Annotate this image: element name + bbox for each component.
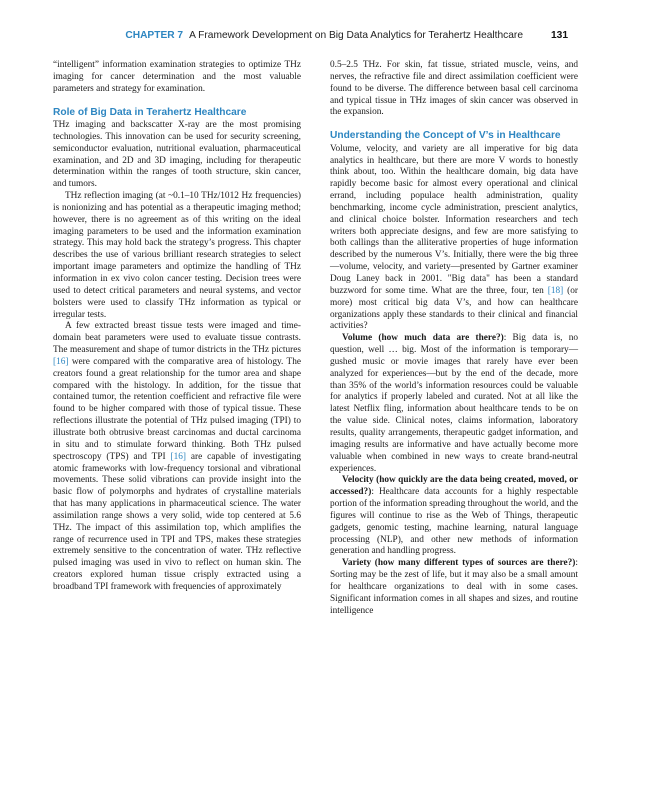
continued-paragraph: 0.5–2.5 THz. For skin, fat tissue, striated muscle, veins, and nerves, the refractive file and direct assimilation coefficient were found to be diverse. The difference between basal cell carcinoma and typical tissue in THz images of skin cancer was observed in the expansion.: [330, 60, 578, 118]
intro-paragraph: “intelligent” information examination strategies to optimize THz imaging for cancer determination and the most valuable parameters and strategy for examination.: [53, 60, 301, 94]
term-volume: Volume (how much data are there?): [342, 333, 504, 344]
paragraph-thz-reflection: THz reflection imaging (at ~0.1–10 THz/1012 Hz frequencies) is nonionizing and has potential as a therapeutic imaging method; however, there is no agreement as of this writing on the ideal imaging parameters to be used and the information examination strategy. This may hold back the strategy’s progress. This chapter describes the use of various brilliant research strategies to select important image parameters and optimize the handling of THz information in ex vivo colon cancer testing. Decision trees were used to detect critical parameters and neural systems, and vector bolsters were used to classify THz information as typical or irregular tests.: [53, 191, 301, 320]
term-velocity: Velocity (how quickly are the data being created, moved, or accessed?): [330, 475, 578, 498]
text-run: (or more) most critical big data V’s, and how can healthcare organizations apply these standards to their clinical and financial activities?: [330, 285, 578, 332]
chapter-title: A Framework Development on Big Data Analytics for Terahertz Healthcare: [189, 30, 523, 41]
paragraph-breast-tissue: [53, 321, 301, 593]
text-run: : Healthcare data accounts for a highly respectable portion of the information spreading throughout the world, and the figures will continue to rise as the Web of Things, therapeutic gadgets, genomic testing, machine learning, natural language processing (NLP), and other new methods of information generation and handling progress.: [330, 487, 578, 557]
paragraph-variety: [330, 558, 578, 617]
section-heading-big-data: Role of Big Data in Terahertz Healthcare: [53, 106, 247, 118]
section-heading-vs: Understanding the Concept of V’s in Healthcare: [330, 130, 561, 142]
right-column: [330, 60, 578, 617]
text-run: : Big data is, no question, well … big. Most of the information is temporary—gushed music or movie images that rarely have ever been analyzed for experiences—but by the end of the decade, more than 35% of the world’s information resources could be valuable for analytics if properly labeled and curated. Not at all like the latest Netflix fling, information about healthcare tends to be on the value side. Clinical notes, claims information, laboratory results, quality arrangements, therapeutic gadget information, and imaging results are informative and have actually become more valuable when combined in new ways to create brand-neutral experiences.: [330, 333, 578, 474]
citation-link[interactable]: [18]: [547, 285, 564, 296]
text-run: Volume, velocity, and variety are all imperative for big data analytics in healthcare, but there are more V words to honestly think about, too. Within the healthcare domain, big data have rapidly become basic for almost every operational and clinical errand, including populace health administration, quality benchmarking, income cycle administration, prescient analytics, and clinical choice bolster. Information researchers and tech writers both appreciate designs, and few are more satisfying to both callings than the alliterative properties of huge information described by the numerous V’s. Initially, there were the big three—volume, velocity, and variety—presented by Gartner examiner Doug Laney back in 2001. "Big data" has been a standard buzzword for some time. What are the three, four, ten: [330, 143, 578, 296]
citation-link[interactable]: [16]: [170, 451, 186, 462]
citation-link[interactable]: [16]: [53, 356, 69, 367]
left-column: [53, 60, 301, 594]
text-run: are capable of investigating atomic frameworks with low-frequency torsional and vibrational movements. These solid vibrations can provide insight into the basic flow of polymorphs and hydrates of crystalline materials that has many applications in pharmaceutical science. The water assimilation range shows a very solid, wide top centered at 5.6 THz. The impact of this assimilation top, which amplifies the range of recurrence used in TPI and TPS, makes these strategies extremely sensitive to the concentration of water. THz reflective pulsed imaging was used in vivo to reflect on human skin. The creators explored human tissue crisply extracted using a broadband TPI framework with frequencies of approximately: [53, 451, 301, 592]
chapter-label: CHAPTER 7: [125, 30, 184, 41]
paragraph-velocity: [330, 475, 578, 558]
running-header: [0, 30, 568, 41]
paragraph-thz-imaging: THz imaging and backscatter X-ray are the most promising technologies. This innovation can be used for security screening, semiconductor evaluation, nutritional evaluation, pharmaceutical examination, and 2D and 3D imaging, including for therapeutic determination within the ranges of tooth structure, skin cancer, and tumors.: [53, 120, 301, 190]
text-run: were compared with the comparative area of histology. The creators found a great relationship for the tumor area and shape compared with the histology. In addition, for the tissue that contained tumor, the retention coefficient and refractive file were found to be higher compared with those of typical tissue. These reflections illustrate the potential of THz pulsed imaging (TPI) to illustrate both obtrusive breast carcinomas and ductal carcinoma in situ and to stimulate forward thinking. Both THz pulsed spectroscopy (TPS) and TPI: [53, 356, 301, 462]
page-number: 131: [551, 30, 568, 41]
paragraph-volume-velocity-variety: [330, 144, 578, 334]
text-run: A few extracted breast tissue tests were imaged and time-domain beat parameters were used to evaluate tissue contrasts. The measurement and shape of tumor districts in the THz pictures: [53, 321, 301, 356]
term-variety: Variety (how many different types of sources are there?): [342, 558, 576, 569]
text-run: : Sorting may be the zest of life, but it may also be a small amount for healthcare organizations to deal with in some cases. Significant information comes in all shapes and sizes, and routine intelligence: [330, 558, 578, 616]
paragraph-volume: [330, 333, 578, 475]
